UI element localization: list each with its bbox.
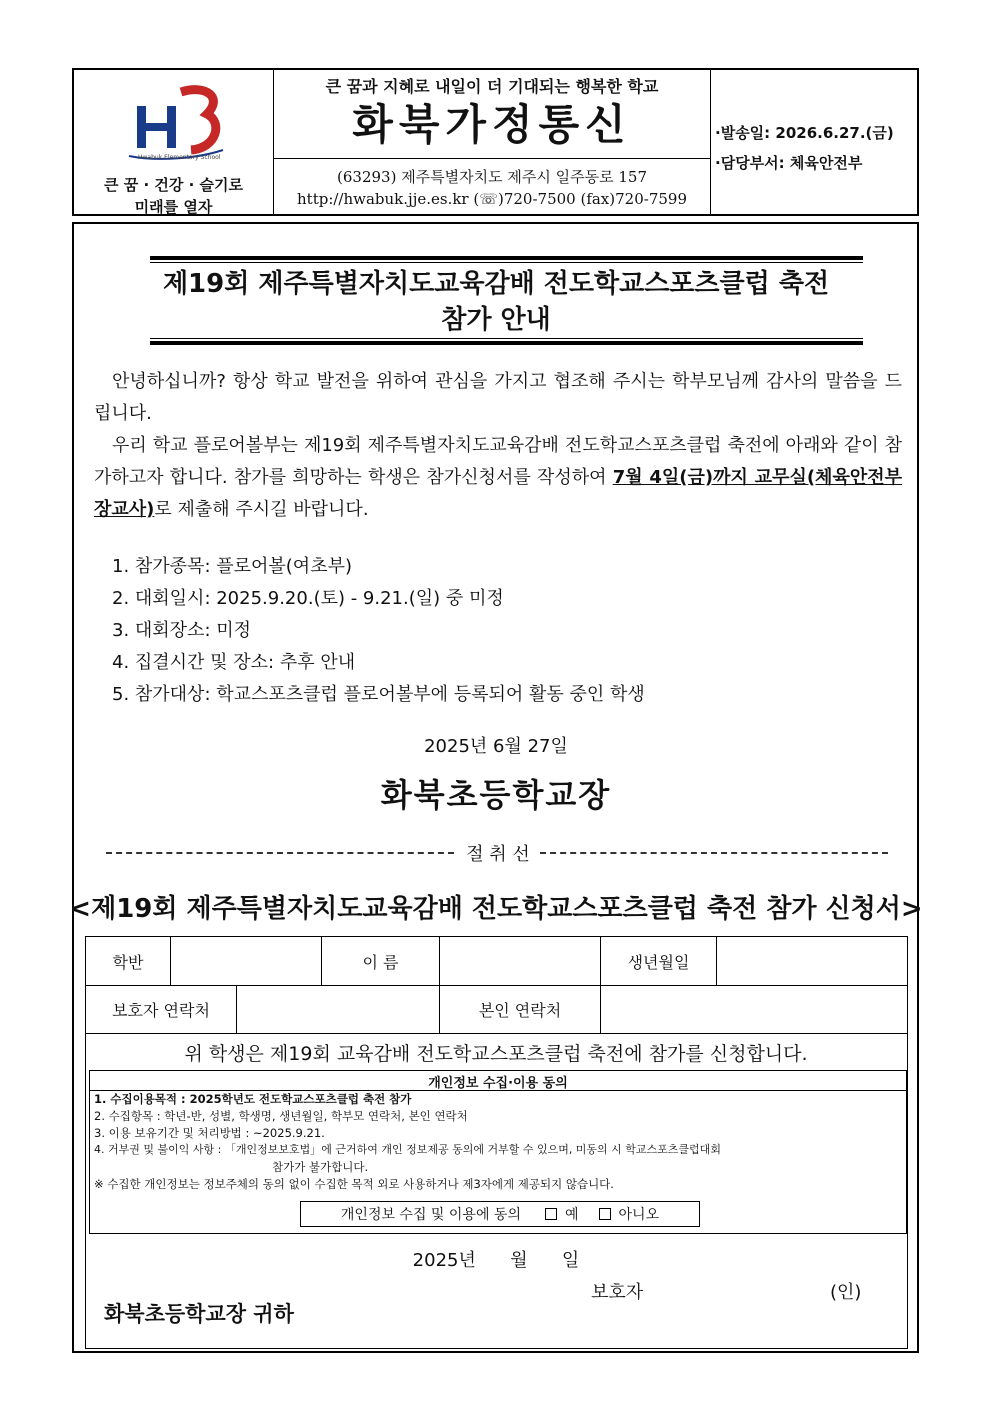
consent-question: 개인정보 수집 및 이용에 동의: [340, 1207, 521, 1223]
cut-line-label: 절 취 선: [466, 844, 530, 865]
school-motto: 큰 꿈과 지혜로 내일이 더 기대되는 행복한 학교: [325, 77, 659, 96]
meta-cell: [711, 70, 917, 214]
logo-subtext: Hwabuk Elementary School: [138, 154, 221, 161]
school-logo: [119, 84, 229, 164]
logo-cell: [74, 70, 274, 214]
list-item: 3. 대회장소: 미정: [112, 620, 252, 641]
application-statement: 위 학생은 제19회 교육감배 전도학교스포츠클럽 축전에 참가를 신청합니다.: [184, 1043, 808, 1065]
form-title: <제19회 제주특별자치도교육감배 전도학교스포츠클럽 축전 참가 신청서>: [69, 894, 923, 924]
list-item: 2. 대회일시: 2025.9.20.(토) - 9.21.(일) 중 미정: [112, 588, 504, 609]
consent-line: 2. 수집항목 : 학년-반, 성별, 학생명, 생년월일, 학부모 연락처, 본인 연락처: [94, 1109, 468, 1123]
addressee: 화북초등학교장 귀하: [104, 1302, 294, 1326]
consent-box: [89, 1070, 907, 1234]
consent-title: 개인정보 수집·이용 동의: [428, 1076, 568, 1091]
list-item: 5. 참가대상: 학교스포츠클럽 플로어볼부에 등록되어 활동 중인 학생: [112, 684, 645, 705]
newsletter-title: 화북가정통신: [352, 100, 632, 149]
self-contact-label: 본인 연락처: [439, 985, 601, 1034]
department: ·담당부서: 체육안전부: [715, 154, 863, 172]
title-cell: [274, 70, 711, 214]
consent-question-box: [300, 1201, 700, 1227]
notice-title-line1: 제19회 제주특별자치도교육감배 전도학교스포츠클럽 축전: [162, 269, 830, 299]
no-checkbox[interactable]: [599, 1208, 611, 1220]
notice-date: 2025년 6월 27일: [424, 736, 568, 757]
notice-signer: 화북초등학교장: [380, 776, 612, 814]
yes-checkbox[interactable]: [545, 1208, 557, 1220]
form-date-line: 2025년 월 일: [412, 1250, 580, 1271]
name-label: 이 름: [321, 936, 440, 986]
deadline-text: 7월 4일(금)까지 교무실(체육안전부장교사): [94, 467, 902, 520]
logo-motto-line1: 큰 꿈 · 건강 · 슬기로: [104, 176, 243, 194]
guardian-label: 보호자: [591, 1282, 644, 1303]
notice-paragraph: 우리 학교 플로어볼부는 제19회 제주특별자치도교육감배 전도학교스포츠클럽 축전에 아래와 같이 참가하고자 합니다. 참가를 희망하는 학생은 참가신청서를 작성하여 7월 4일(금)까지 교무실(체육안전부장교사)로 제출해 주시길 바랍니다.: [94, 435, 902, 520]
consent-line: 참가가 불가합니다.: [272, 1160, 369, 1174]
no-label: 아니오: [618, 1207, 660, 1223]
issue-date: ·발송일: 2026.6.27.(금): [715, 124, 894, 142]
consent-line: ※ 수집한 개인정보는 정보주체의 동의 없이 수집한 목적 외로 사용하거나 제3자에게 제공되지 않습니다.: [94, 1177, 614, 1191]
list-item: 4. 집결시간 및 장소: 추후 안내: [112, 652, 356, 673]
guardian-contact-label: 보호자 연락처: [85, 985, 237, 1034]
list-item: 1. 참가종목: 플로어볼(여초부): [112, 556, 352, 577]
notice-title-line2: 참가 안내: [441, 305, 551, 335]
school-contact: http://hwabuk.jje.es.kr (☏)720-7500 (fax)720-7599: [297, 190, 687, 208]
newsletter-header: [72, 68, 919, 216]
consent-line: 1. 수집이용목적 : 2025학년도 전도학교스포츠클럽 축전 참가: [94, 1092, 412, 1106]
consent-line: 4. 거부권 및 불이익 사항 : 「개인정보보호법」에 근거하여 개인 정보제공 동의에 거부할 수 있으며, 미동의 시 학교스포츠클럽대회: [94, 1143, 721, 1156]
school-address: (63293) 제주특별자치도 제주시 일주동로 157: [337, 168, 647, 186]
logo-motto-line2: 미래를 열자: [134, 198, 213, 216]
greeting-paragraph: 안녕하십니까? 항상 학교 발전을 위하여 관심을 가지고 협조해 주시는 학부모님께 감사의 말씀을 드립니다.: [94, 371, 902, 424]
birth-label: 생년월일: [600, 936, 717, 986]
consent-line: 3. 이용 보유기간 및 처리방법 : ~2025.9.21.: [94, 1126, 325, 1140]
seal-label: (인): [830, 1282, 862, 1303]
class-label: 학반: [85, 936, 171, 986]
yes-label: 예: [564, 1207, 579, 1223]
